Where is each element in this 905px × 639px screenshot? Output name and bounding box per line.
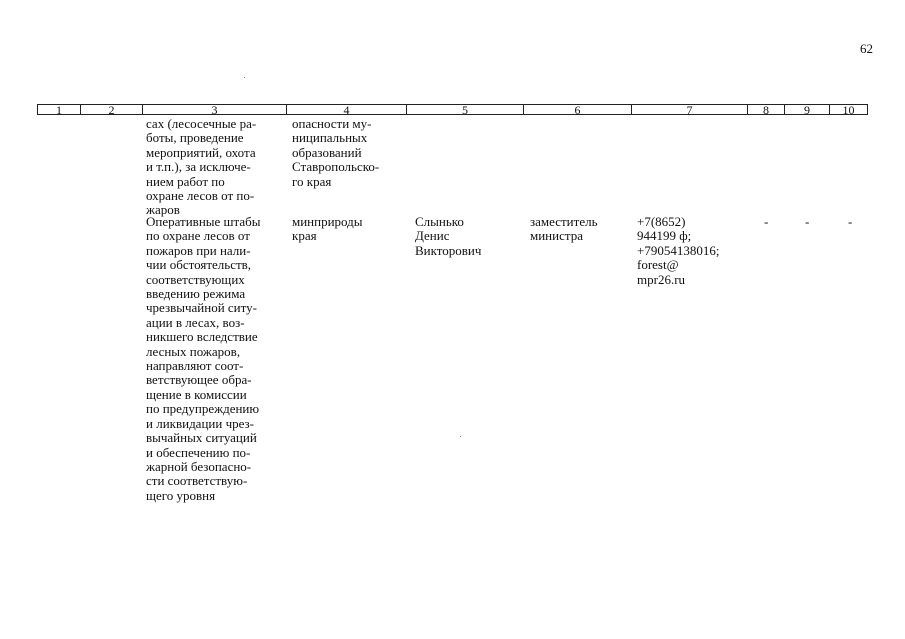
main-row-col5: Слынько Денис Викторович — [415, 214, 482, 258]
header-cell-7: 7 — [632, 105, 748, 114]
main-row-col10: - — [848, 214, 853, 229]
header-cell-3: 3 — [143, 105, 287, 114]
scan-speck — [244, 77, 245, 78]
header-cell-8: 8 — [748, 105, 785, 114]
continued-row-col4: опасности му- ниципальных образований Ставропольско- го края — [292, 116, 380, 189]
main-row-col7: +7(8652) 944199 ф; +79054138016; forest@ mpr26.ru — [637, 214, 720, 287]
scan-speck — [460, 436, 461, 437]
header-cell-5: 5 — [407, 105, 524, 114]
header-cell-6: 6 — [524, 105, 632, 114]
main-row-col3: Оперативные штабы по охране лесов от пожаров при нали- чии обстоятельств, соответствующих введению режима чрезвычайной ситу- ации в лесах, воз- никшего вследствие лесных пожаров, направляют соот- ветствующее обра- щение в комиссии по предупреждению и ликвидации чрез- вычайных ситуаций и обеспечению по- жарной безопасно- сти соответствую- щего уровня — [146, 214, 261, 503]
header-cell-2: 2 — [81, 105, 143, 114]
main-row-col9: - — [805, 214, 810, 229]
main-row-col4: минприроды края — [292, 214, 363, 244]
main-row-col6: заместитель министра — [530, 214, 598, 244]
main-row-col8: - — [764, 214, 769, 229]
continued-row-col3: сах (лесосечные ра- боты, проведение мероприятий, охота и т.п.), за исключе- нием работ по охране лесов от по- жаров — [146, 116, 257, 218]
header-cell-1: 1 — [38, 105, 81, 114]
header-cell-4: 4 — [287, 105, 407, 114]
header-cell-9: 9 — [785, 105, 830, 114]
table-header-row — [37, 104, 868, 115]
header-cell-10: 10 — [842, 103, 855, 117]
page-number: 62 — [860, 41, 873, 56]
